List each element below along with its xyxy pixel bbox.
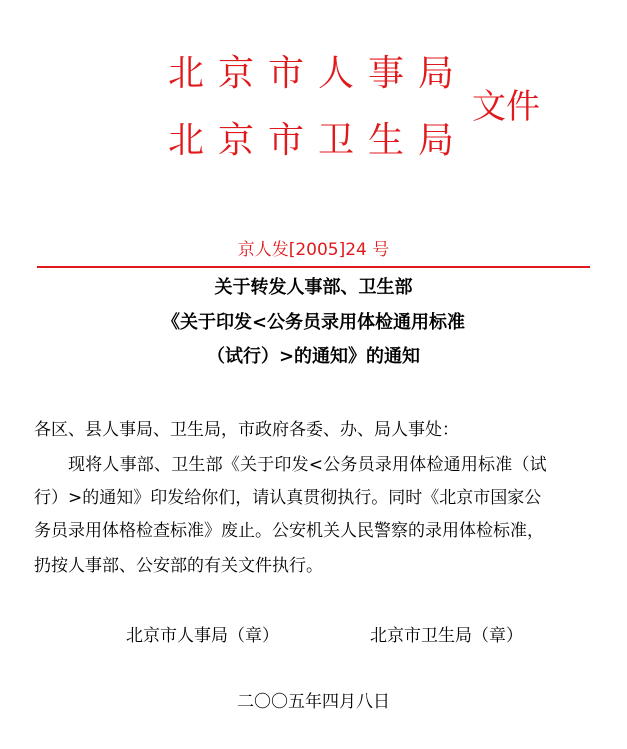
- body-line-2: 行）>的通知》印发给你们，请认真贯彻执行。同时《北京市国家公: [34, 488, 542, 508]
- body-line-4: 扔按人事部、公安部的有关文件执行。: [34, 556, 323, 576]
- title-line-1: 关于转发人事部、卫生部: [214, 277, 413, 298]
- body-line-3: 务员录用体格检查标准》废止。公安机关人民警察的录用体检标准，: [34, 521, 544, 541]
- title-line-3: （试行）>的通知》的通知: [206, 346, 421, 367]
- title-line-2: 《关于印发<公务员录用体检通用标准: [161, 312, 466, 333]
- salutation: 各区、县人事局、卫生局，市政府各委、办、局人事处：: [34, 420, 459, 440]
- signature-health-bureau: 北京市卫生局（章）: [370, 626, 523, 646]
- body-line-1: 现将人事部、卫生部《关于印发<公务员录用体检通用标准（试: [68, 455, 547, 475]
- document-number: 京人发[2005]24 号: [237, 240, 390, 260]
- issue-date: 二〇〇五年四月八日: [237, 692, 390, 712]
- red-divider-line: [37, 266, 590, 268]
- issuer-personnel-bureau: 北京市人事局: [168, 53, 469, 94]
- document-word: 文件: [472, 87, 540, 127]
- signature-personnel-bureau: 北京市人事局（章）: [126, 626, 279, 646]
- issuer-health-bureau: 北京市卫生局: [168, 120, 469, 161]
